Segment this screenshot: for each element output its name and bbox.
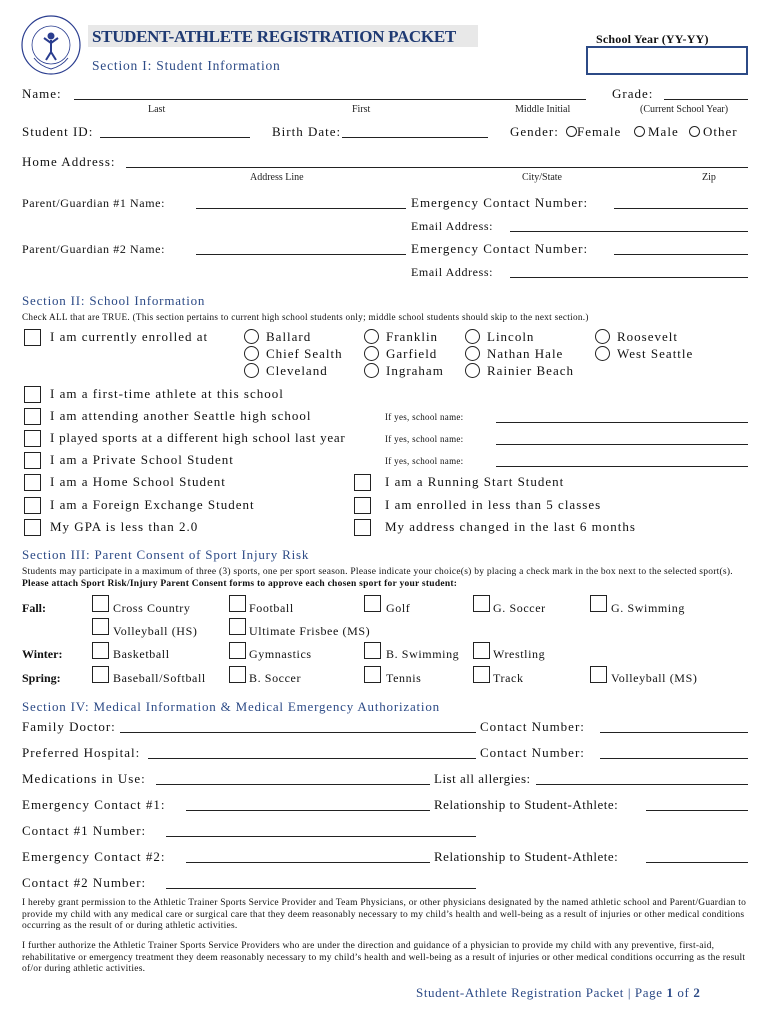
emergency-contact1-label: Emergency Contact #1: xyxy=(22,797,166,812)
section-1-title: Section I: Student Information xyxy=(92,58,281,73)
school-radio-cleveland[interactable] xyxy=(244,363,259,378)
first-time-label: I am a first-time athlete at this school xyxy=(50,386,284,401)
school-year-input[interactable] xyxy=(586,46,748,75)
if-yes-label-2: If yes, school name: xyxy=(385,434,464,444)
sport-basketball-checkbox[interactable] xyxy=(92,642,109,659)
sport-ultimate-frisbee: Ultimate Frisbee (MS) xyxy=(249,624,371,638)
school-radio-franklin[interactable] xyxy=(364,329,379,344)
sport-wrestling: Wrestling xyxy=(493,647,546,661)
section-3-title: Section III: Parent Consent of Sport Injury Risk xyxy=(22,547,310,562)
sport-tennis-checkbox[interactable] xyxy=(364,666,381,683)
address-changed-label: My address changed in the last 6 months xyxy=(385,519,636,534)
sport-track-checkbox[interactable] xyxy=(473,666,490,683)
school-ballard: Ballard xyxy=(266,329,312,344)
gender-other-label: Other xyxy=(703,124,738,139)
footer-of: of xyxy=(677,985,690,1000)
email2-field[interactable] xyxy=(510,277,748,278)
sport-b-swimming: B. Swimming xyxy=(386,647,460,661)
sport-cross-country: Cross Country xyxy=(113,601,191,615)
school-year-label: School Year (YY-YY) xyxy=(596,32,709,46)
if-yes-label-3: If yes, school name: xyxy=(385,456,464,466)
school-lincoln: Lincoln xyxy=(487,329,535,344)
allergies-field[interactable] xyxy=(536,784,748,785)
doctor-contact-field[interactable] xyxy=(600,732,748,733)
footer-text: Student-Athlete Registration Packet | Page xyxy=(416,985,663,1000)
sport-volleyball-ms: Volleyball (MS) xyxy=(611,671,698,685)
attending-other-label: I am attending another Seattle high school xyxy=(50,408,312,423)
sport-football-checkbox[interactable] xyxy=(229,595,246,612)
sport-b-soccer: B. Soccer xyxy=(249,671,302,685)
school-radio-ballard[interactable] xyxy=(244,329,259,344)
parent2-field[interactable] xyxy=(196,254,406,255)
enrolled-label: I am currently enrolled at xyxy=(50,329,209,344)
attending-other-checkbox[interactable] xyxy=(24,408,41,425)
school-radio-rainier-beach[interactable] xyxy=(465,363,480,378)
sport-baseball-softball-checkbox[interactable] xyxy=(92,666,109,683)
school-garfield: Garfield xyxy=(386,346,438,361)
email1-label: Email Address: xyxy=(411,219,494,233)
parent1-label: Parent/Guardian #1 Name: xyxy=(22,196,166,210)
school-radio-ingraham[interactable] xyxy=(364,363,379,378)
sport-football: Football xyxy=(249,601,294,615)
if-yes-field-2[interactable] xyxy=(496,444,748,445)
name-label: Name: xyxy=(22,86,62,101)
contact2-number-label: Contact #2 Number: xyxy=(22,875,147,890)
home-address-field[interactable] xyxy=(126,167,748,168)
school-ingraham: Ingraham xyxy=(386,363,444,378)
email1-field[interactable] xyxy=(510,231,748,232)
school-radio-lincoln[interactable] xyxy=(465,329,480,344)
hospital-field[interactable] xyxy=(148,758,476,759)
first-time-checkbox[interactable] xyxy=(24,386,41,403)
contact1-number-field[interactable] xyxy=(166,836,476,837)
school-radio-roosevelt[interactable] xyxy=(595,329,610,344)
hospital-label: Preferred Hospital: xyxy=(22,745,141,760)
gender-male-label: Male xyxy=(648,124,679,139)
gender-other-radio[interactable] xyxy=(689,126,700,137)
section-2-instructions: Check ALL that are TRUE. (This section pertains to current high school students only; middle school students should skip to the next section.) xyxy=(22,312,589,322)
consent-attach-note: Please attach Sport Risk/Injury Parent Consent forms to approve each chosen sport for your student: xyxy=(22,578,458,589)
parent2-label: Parent/Guardian #2 Name: xyxy=(22,242,166,256)
section-4-title: Section IV: Medical Information & Medical Emergency Authorization xyxy=(22,699,440,714)
sport-volleyball-hs: Volleyball (HS) xyxy=(113,624,198,638)
relationship2-label: Relationship to Student-Athlete: xyxy=(434,849,619,864)
emergency-contact2-label: Emergency Contact #2: xyxy=(22,849,166,864)
gender-female-radio[interactable] xyxy=(566,126,577,137)
running-start-checkbox[interactable] xyxy=(354,474,371,491)
sport-wrestling-checkbox[interactable] xyxy=(473,642,490,659)
gender-label: Gender: xyxy=(510,124,559,139)
athletic-department-logo xyxy=(20,14,82,76)
gender-female-label: Female xyxy=(577,124,622,139)
hospital-contact-label: Contact Number: xyxy=(480,745,585,760)
emergency-contact2-field[interactable] xyxy=(186,862,430,863)
if-yes-field-3[interactable] xyxy=(496,466,748,467)
contact2-number-field[interactable] xyxy=(166,888,476,889)
footer-total-pages: 2 xyxy=(693,985,701,1000)
medications-field[interactable] xyxy=(156,784,430,785)
private-label: I am a Private School Student xyxy=(50,452,234,467)
student-id-field[interactable] xyxy=(100,137,250,138)
winter-label: Winter: xyxy=(22,647,63,661)
grade-field[interactable] xyxy=(664,99,748,100)
footer xyxy=(416,985,700,1001)
caption-zip: Zip xyxy=(702,172,716,183)
home-school-checkbox[interactable] xyxy=(24,474,41,491)
sport-b-soccer-checkbox[interactable] xyxy=(229,666,246,683)
sport-volleyball-ms-checkbox[interactable] xyxy=(590,666,607,683)
emergency2-field[interactable] xyxy=(614,254,748,255)
doctor-contact-label: Contact Number: xyxy=(480,719,585,734)
email2-label: Email Address: xyxy=(411,265,494,279)
sport-tennis: Tennis xyxy=(386,671,422,685)
gpa-label: My GPA is less than 2.0 xyxy=(50,519,199,534)
sport-golf-checkbox[interactable] xyxy=(364,595,381,612)
running-start-label: I am a Running Start Student xyxy=(385,474,565,489)
hospital-contact-field[interactable] xyxy=(600,758,748,759)
caption-address: Address Line xyxy=(250,172,304,183)
sport-cross-country-checkbox[interactable] xyxy=(92,595,109,612)
enrolled-checkbox[interactable] xyxy=(24,329,41,346)
authorization-paragraph-2: I further authorize the Athletic Trainer Sports Service Providers who are under the direction and guidance of a physician to provide my child with any preventive, first-aid, rehabilitative or emergency treatment they deem reasonably necessary to my child’s health and well-being as a result of injuries or other medical conditions occurring as the result of/or during athletic activities. xyxy=(22,941,746,975)
school-rainier-beach: Rainier Beach xyxy=(487,363,574,378)
sport-g-soccer-checkbox[interactable] xyxy=(473,595,490,612)
school-nathan-hale: Nathan Hale xyxy=(487,346,564,361)
spring-label: Spring: xyxy=(22,671,61,685)
sport-gymnastics: Gymnastics xyxy=(249,647,312,661)
sport-track: Track xyxy=(493,671,524,685)
caption-last: Last xyxy=(148,104,166,115)
foreign-exchange-label: I am a Foreign Exchange Student xyxy=(50,497,255,512)
relationship2-field[interactable] xyxy=(646,862,748,863)
school-west-seattle: West Seattle xyxy=(617,346,694,361)
birth-date-label: Birth Date: xyxy=(272,124,342,139)
school-radio-chief-sealth[interactable] xyxy=(244,346,259,361)
private-checkbox[interactable] xyxy=(24,452,41,469)
gpa-checkbox[interactable] xyxy=(24,519,41,536)
school-radio-west-seattle[interactable] xyxy=(595,346,610,361)
relationship1-label: Relationship to Student-Athlete: xyxy=(434,797,619,812)
home-address-label: Home Address: xyxy=(22,154,116,169)
grade-label: Grade: xyxy=(612,86,654,101)
emergency2-label: Emergency Contact Number: xyxy=(411,241,589,256)
consent-instructions: Students may participate in a maximum of three (3) sports, one per sport season. Please indicate your choice(s) by placing a check mark in the box next to the selected sport(s). xyxy=(22,567,733,577)
parent1-field[interactable] xyxy=(196,208,406,209)
relationship1-field[interactable] xyxy=(646,810,748,811)
emergency1-field[interactable] xyxy=(614,208,748,209)
student-id-label: Student ID: xyxy=(22,124,94,139)
page-title: STUDENT-ATHLETE REGISTRATION PACKET xyxy=(92,27,456,46)
school-franklin: Franklin xyxy=(386,329,439,344)
school-roosevelt: Roosevelt xyxy=(617,329,678,344)
gender-male-radio[interactable] xyxy=(634,126,645,137)
sport-g-swimming: G. Swimming xyxy=(611,601,685,615)
if-yes-field-1[interactable] xyxy=(496,422,748,423)
section-2-title: Section II: School Information xyxy=(22,293,206,308)
enrolled-less-checkbox[interactable] xyxy=(354,497,371,514)
home-school-label: I am a Home School Student xyxy=(50,474,226,489)
caption-city: City/State xyxy=(522,172,562,183)
fall-label: Fall: xyxy=(22,601,46,615)
authorization-paragraph-1: I hereby grant permission to the Athletic Trainer Sports Service Provider and Team Physicians, or other physicians designated by the named athletic school and Parent/Guardian to provide my child with any medical care or surgical care that they deem reasonably necessary to my child’s health and well-being as a result of injuries or other medical conditions occurring as the result of or during athletic activities. xyxy=(22,898,747,932)
emergency1-label: Emergency Contact Number: xyxy=(411,195,589,210)
school-radio-garfield[interactable] xyxy=(364,346,379,361)
consent-text xyxy=(22,567,750,590)
allergies-label: List all allergies: xyxy=(434,771,531,786)
sport-baseball-softball: Baseball/Softball xyxy=(113,671,206,685)
foreign-exchange-checkbox[interactable] xyxy=(24,497,41,514)
caption-middle: Middle Initial xyxy=(515,104,571,115)
name-field[interactable] xyxy=(74,99,586,100)
sport-b-swimming-checkbox[interactable] xyxy=(364,642,381,659)
sport-volleyball-hs-checkbox[interactable] xyxy=(92,618,109,635)
birth-date-field[interactable] xyxy=(342,137,488,138)
sport-basketball: Basketball xyxy=(113,647,170,661)
footer-page-number: 1 xyxy=(666,985,674,1000)
school-chief-sealth: Chief Sealth xyxy=(266,346,343,361)
contact1-number-label: Contact #1 Number: xyxy=(22,823,147,838)
sport-g-soccer: G. Soccer xyxy=(493,601,546,615)
family-doctor-field[interactable] xyxy=(120,732,476,733)
sport-golf: Golf xyxy=(386,601,411,615)
played-other-checkbox[interactable] xyxy=(24,430,41,447)
caption-first: First xyxy=(352,104,371,115)
sport-gymnastics-checkbox[interactable] xyxy=(229,642,246,659)
family-doctor-label: Family Doctor: xyxy=(22,719,116,734)
school-cleveland: Cleveland xyxy=(266,363,328,378)
caption-grade: (Current School Year) xyxy=(640,104,729,115)
emergency-contact1-field[interactable] xyxy=(186,810,430,811)
school-radio-nathan-hale[interactable] xyxy=(465,346,480,361)
sport-ultimate-frisbee-checkbox[interactable] xyxy=(229,618,246,635)
played-other-label: I played sports at a different high school last year xyxy=(50,430,346,445)
if-yes-label-1: If yes, school name: xyxy=(385,412,464,422)
medications-label: Medications in Use: xyxy=(22,771,146,786)
enrolled-less-label: I am enrolled in less than 5 classes xyxy=(385,497,602,512)
address-changed-checkbox[interactable] xyxy=(354,519,371,536)
sport-g-swimming-checkbox[interactable] xyxy=(590,595,607,612)
